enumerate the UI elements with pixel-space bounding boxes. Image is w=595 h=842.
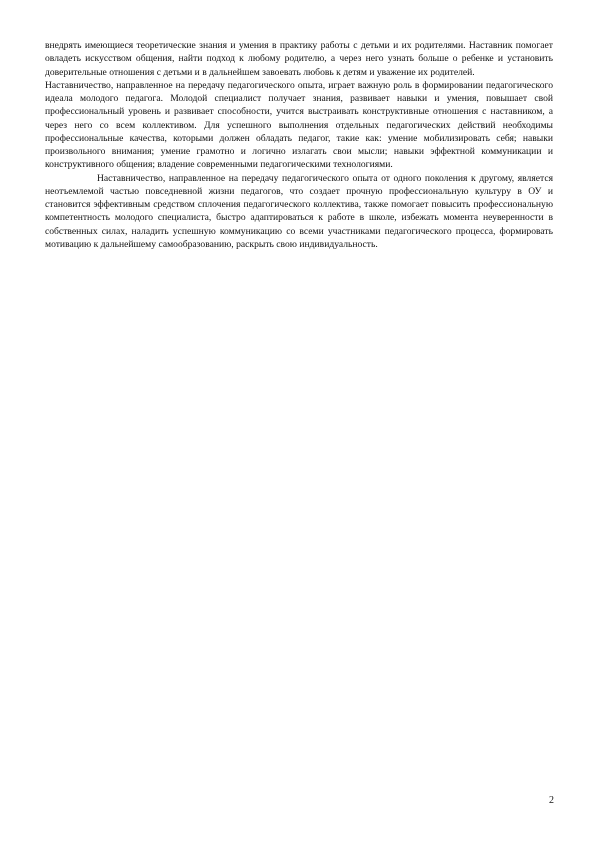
body-text bbox=[45, 39, 553, 251]
page-number: 2 bbox=[549, 795, 554, 806]
paragraph-3: Наставничество, направленное на передачу педагогического опыта от одного поколения к другому, является неотъемлемой частью повседневной жизни педагогов, что создает прочную профессиональную культуру в ОУ и становится эффективным средством сплочения педагогического коллектива, также помогает повысить профессиональную компетентность молодого специалиста, быстро адаптироваться к работе в школе, избежать момента неуверенности в собственных силах, наладить успешную коммуникацию со всеми участниками педагогического процесса, формировать мотивацию к дальнейшему самообразованию, раскрыть свою индивидуальность. bbox=[45, 172, 553, 250]
paragraph-2: Наставничество, направленное на передачу педагогического опыта, играет важную роль в формировании педагогического идеала молодого педагога. Молодой специалист получает знания, развивает навыки и умения, повышает свой профессиональный уровень и развивает способности, учится выстраивать конструктивные отношения с наставником, а через него со всем коллективом. Для успешного выполнения отдельных педагогических действий необходимы профессиональные качества, которыми должен обладать педагог, такие как: умение мобилизировать себя; навыки произвольного внимания; умение грамотно и логично излагать свои мысли; навыки эффектной коммуникации и конструктивного общения; владение современными педагогическими технологиями. bbox=[45, 79, 553, 171]
paragraph-1: внедрять имеющиеся теоретические знания и умения в практику работы с детьми и их родителями. Наставник помогает овладеть искусством общения, найти подход к любому родителю, а через него узнать больше о ребенке и установить доверительные отношения с детьми и в дальнейшем завоевать любовь к детям и уважение их родителей. bbox=[45, 40, 553, 78]
